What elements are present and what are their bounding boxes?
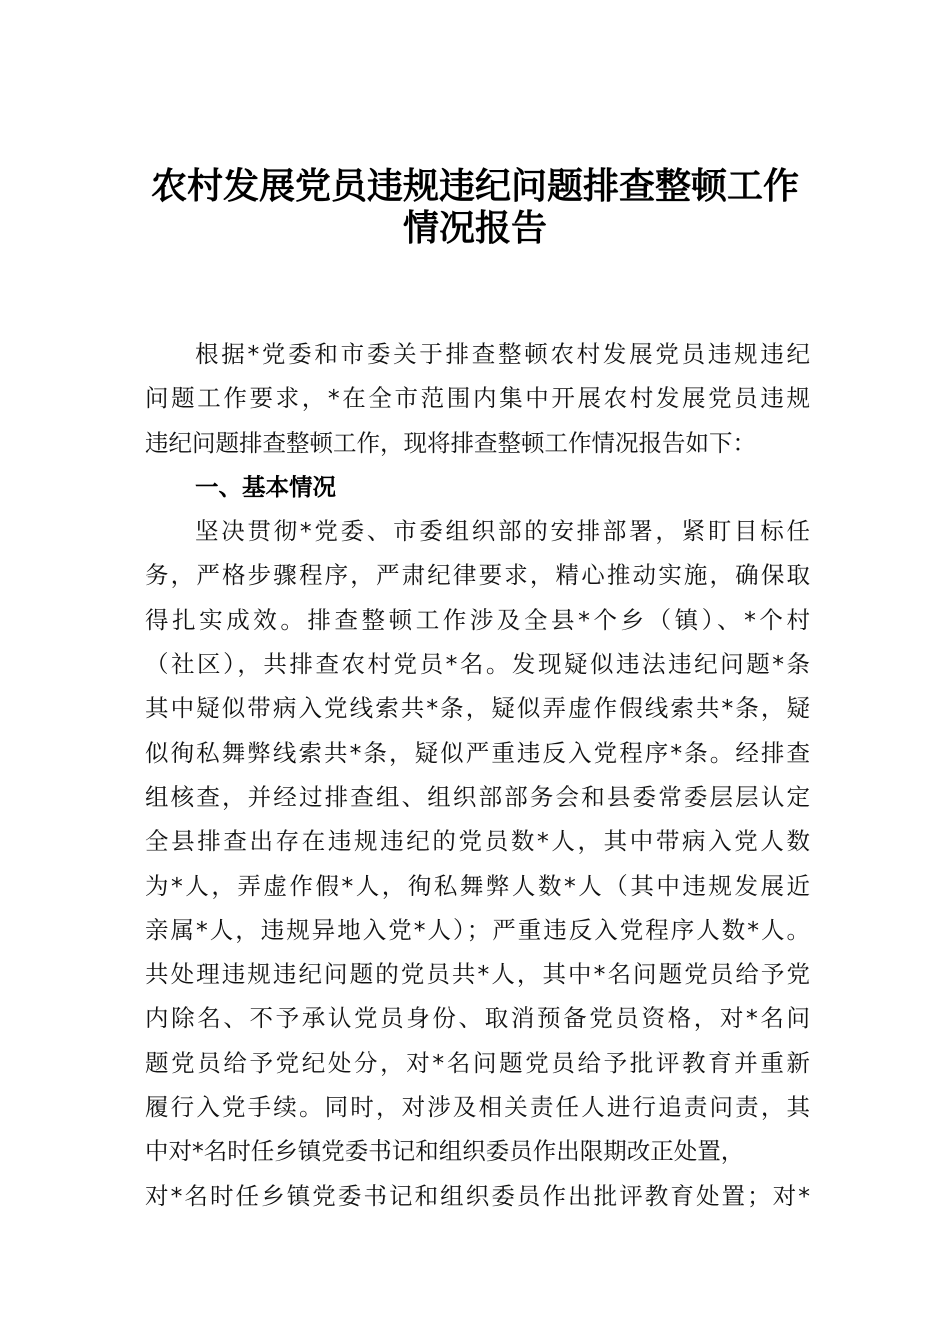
intro-paragraph-line: 根据*党委和市委关于排查整顿农村发展党员违规违纪 [195, 340, 810, 368]
section-paragraph-line: 内除名、不予承认党员身份、取消预备党员资格，对*名问 [145, 1004, 810, 1033]
section-heading: 一、基本情况 [195, 472, 336, 501]
section-paragraph-line: （社区），共排查农村党员*名。发现疑似违法违纪问题*条 [145, 650, 810, 679]
section-paragraph-line: 题党员给予党纪处分，对*名问题党员给予批评教育并重新 [145, 1048, 810, 1077]
section-paragraph-line: 全县排查出存在违规违纪的党员数*人，其中带病入党人数 [145, 827, 810, 856]
section-paragraph-line: 组核查，并经过排查组、组织部部务会和县委常委层层认定 [145, 782, 810, 811]
section-paragraph-line: 亲属*人，违规异地入党*人）；严重违反入党程序人数*人。 [145, 915, 810, 944]
section-paragraph-line: 得扎实成效。排查整顿工作涉及全县*个乡（镇）、*个村 [145, 605, 810, 634]
section-paragraph-line: 履行入党手续。同时，对涉及相关责任人进行追责问责，其 [145, 1093, 810, 1122]
intro-paragraph-line: 问题工作要求，*在全市范围内集中开展农村发展党员违规 [145, 384, 810, 413]
section-paragraph-line: 其中疑似带病入党线索共*条，疑似弄虚作假线索共*条，疑 [145, 694, 810, 723]
intro-paragraph-line: 违纪问题排查整顿工作，现将排查整顿工作情况报告如下： [145, 428, 756, 457]
section-paragraph-line: 共处理违规违纪问题的党员共*人，其中*名问题党员给予党 [145, 960, 810, 989]
section-paragraph-line: 务，严格步骤程序，严肃纪律要求，精心推动实施，确保取 [145, 561, 810, 590]
section-paragraph-line: 坚决贯彻*党委、市委组织部的安排部署，紧盯目标任 [195, 517, 810, 546]
document-body [145, 332, 810, 1218]
section-paragraph-line: 中对*名时任乡镇党委书记和组织委员作出限期改正处置， [145, 1137, 745, 1166]
section-paragraph-line: 似徇私舞弊线索共*条，疑似严重违反入党程序*条。经排查 [145, 738, 810, 767]
section-paragraph-line: 对*名时任乡镇党委书记和组织委员作出批评教育处置；对* [145, 1181, 810, 1210]
document-title-line-2: 情况报告 [402, 207, 547, 249]
section-paragraph-line: 为*人，弄虚作假*人，徇私舞弊人数*人（其中违规发展近 [145, 871, 810, 900]
document-title-line-1: 农村发展党员违规违纪问题排查整顿工作 [150, 165, 799, 207]
